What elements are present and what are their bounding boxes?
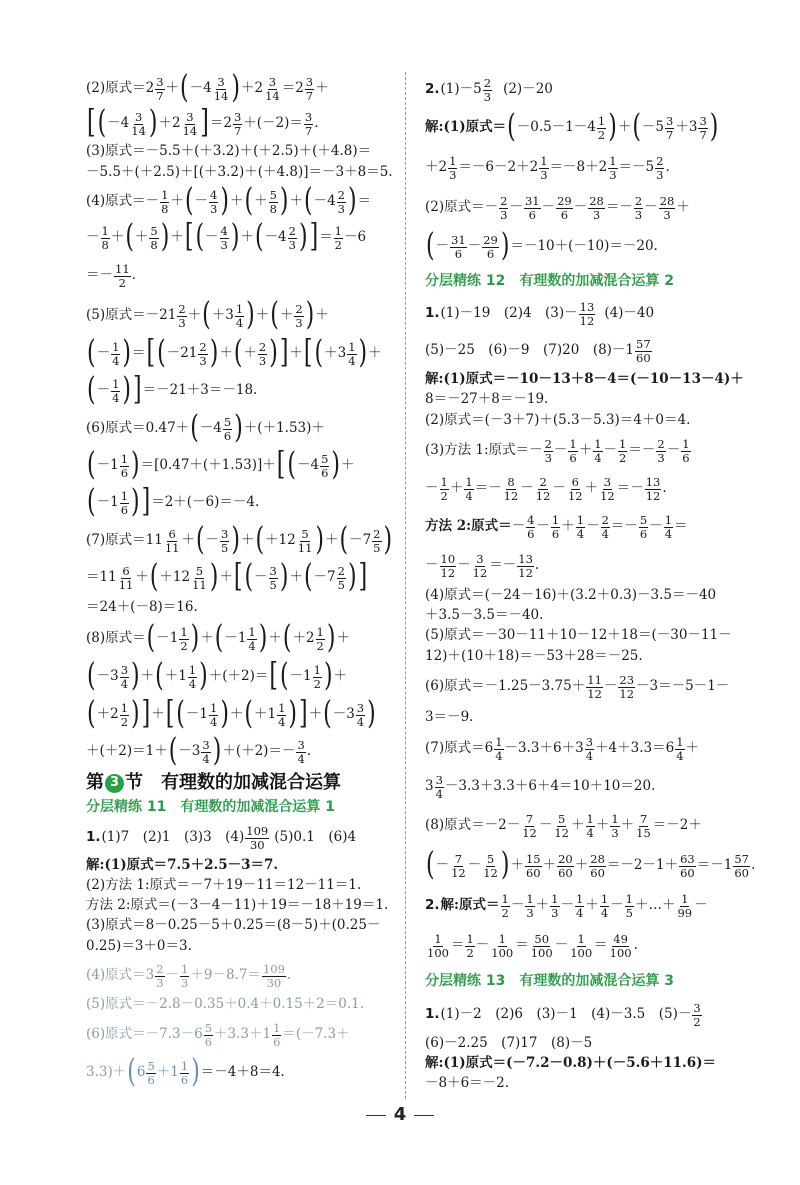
- solution-line: (7)原式＝6 $\frac{1}{4}$ －3.3＋6＋3 $\frac{3}{4}$ ＋4＋3.3＝6 $\frac{1}{4}$ ＋: [425, 734, 700, 763]
- fraction: $\frac{3}{2}$: [693, 1000, 701, 1029]
- fraction: $\frac{1}{4}$: [664, 512, 673, 541]
- fraction: $\frac{1}{4}$: [112, 339, 120, 368]
- fraction: $\frac{5}{12}$: [554, 811, 569, 840]
- answers-q1-line: 1. (1)7 (2)1 (3)3 (4) $\frac{109}{30}$ (5)0.1 (6)4: [86, 823, 357, 852]
- problem-5-line-3: ( － $\frac{1}{4}$ ) ] ＝－21＋3＝－18.: [87, 372, 258, 409]
- solution-line: 解:(1)原式＝－10－13＋8－4＝(－10－13－4)＋: [425, 371, 744, 388]
- problem-6-line-2: ( －1 $\frac{1}{6}$ ) ＝[0.47＋(＋1.53)]＋ [ ( －4 $\frac{5}{6}$ ) ＋: [87, 447, 355, 484]
- fraction: $\frac{3}{4}$: [585, 734, 594, 763]
- fraction: $\frac{1}{4}$: [586, 811, 594, 840]
- fraction: $\frac{1}{4}$: [676, 734, 684, 763]
- right-column: [425, 72, 756, 1105]
- fraction: $\frac{5}{8}$: [269, 187, 277, 216]
- answers-q1-line: 1. (1)－19 (2)4 (3)－ $\frac{13}{12}$ (4)－40: [425, 299, 655, 328]
- fraction: $\frac{50}{100}$: [530, 931, 553, 960]
- solution-line: (5)原式＝－30－11＋10－12＋18＝(－30－11－: [425, 627, 732, 644]
- fraction: $\frac{109}{30}$: [246, 823, 269, 852]
- fraction: $\frac{5}{6}$: [639, 512, 648, 541]
- solution-line: 12)＋(10＋18)＝－53＋28＝－25.: [425, 648, 643, 665]
- section-number-badge: 3: [105, 774, 124, 793]
- answers-q1-line-2: (5)－25 (6)－9 (7)20 (8)－1 $\frac{57}{60}$: [425, 336, 651, 365]
- fraction: $\frac{1}{100}$: [570, 931, 593, 960]
- fraction: $\frac{1}{3}$: [551, 891, 559, 920]
- solution-line: (4)原式＝(－24－16)＋(3.2＋0.3)－3.5＝－40: [425, 587, 717, 604]
- fraction: $\frac{1}{2}$: [120, 700, 129, 729]
- fraction: $\frac{2}{3}$: [656, 153, 664, 182]
- fraction: $\frac{3}{4}$: [356, 700, 365, 729]
- fraction: $\frac{1}{4}$: [209, 700, 218, 729]
- problem-7-line-1: (7)原式＝11 $\frac{6}{11}$ ＋ ( － $\frac{3}{5}$ ) ＋ ( ＋12 $\frac{5}{11}$ ) ＋ ( －7 $\frac{2}{5}$ ): [86, 522, 393, 559]
- fraction: $\frac{1}{4}$: [188, 662, 197, 691]
- solution-line: (6)原式＝－7.3－6 $\frac{5}{6}$ ＋3.3＋1 $\frac{1}{6}$ ＝(－7.3＋: [86, 1020, 350, 1049]
- fraction: $\frac{1}{3}$: [611, 811, 619, 840]
- solution-line: (3)方法 1:原式＝ － $\frac{2}{3}$ － $\frac{1}{6}$ ＋ $\frac{1}{4}$ － $\frac{1}{2}$ ＝－ $\frac{2}{3}$ － $\frac{1}{6}$: [425, 436, 690, 465]
- answers-q1-line-2: (6)－2.25 (7)17 (8)－5: [425, 1035, 593, 1052]
- solution-line: ( － $\frac{31}{6}$ － $\frac{29}{6}$ ) ＝－10＋(－10)＝－20.: [426, 228, 658, 265]
- problem-7-line-2: ＝11 $\frac{6}{11}$ ＋ ( ＋12 $\frac{5}{11}$ ) ＋ [ ( － $\frac{3}{5}$ ) ＋ ( －7 $\frac{2}{5}$ ) ]: [86, 559, 368, 596]
- fraction: $\frac{2}{5}$: [337, 563, 345, 592]
- problem-6-line-3: ( －1 $\frac{1}{6}$ ) ] ＝2＋(－6)＝－4.: [87, 484, 260, 521]
- problem-4-line-1: (4)原式＝ － $\frac{1}{8}$ ＋ ( － $\frac{4}{3}$ ) ＋ ( ＋ $\frac{5}{8}$ ) ＋ ( －4 $\frac{2}{3}$ ) ＝: [86, 183, 372, 220]
- solution-line: ( － $\frac{7}{12}$ － $\frac{5}{12}$ ) ＋ $\frac{15}{60}$ ＋ $\frac{20}{60}$ ＋ $\frac{28}{60}$ ＝－2－1＋ $\frac{63}{60}$ ＝－1 $\frac{57}{60}$ .: [426, 847, 756, 884]
- fraction: $\frac{3}{7}$: [305, 74, 314, 103]
- fraction: $\frac{63}{60}$: [680, 851, 695, 880]
- fraction: $\frac{3}{7}$: [699, 113, 707, 142]
- fraction: $\frac{13}{12}$: [645, 474, 661, 503]
- fraction: $\frac{1}{4}$: [278, 700, 286, 729]
- solution-line: (2)方法 1:原式＝－7＋19－11＝12－11＝1.: [86, 877, 362, 894]
- fraction: $\frac{2}{5}$: [373, 526, 381, 555]
- fraction: $\frac{1}{3}$: [540, 153, 548, 182]
- page-number: 4: [393, 1104, 407, 1125]
- fraction: $\frac{3}{7}$: [233, 109, 242, 138]
- fraction: $\frac{10}{12}$: [440, 551, 456, 580]
- problem-4-line-3: ＝－ $\frac{11}{2}$ .: [86, 261, 136, 290]
- fraction: $\frac{3}{7}$: [304, 109, 313, 138]
- fraction: $\frac{7}{12}$: [451, 851, 466, 880]
- fraction: $\frac{1}{3}$: [181, 961, 189, 990]
- page-footer: [0, 1104, 800, 1125]
- fraction: $\frac{1}{3}$: [526, 891, 534, 920]
- fraction: $\frac{3}{4}$: [435, 772, 443, 801]
- fraction: $\frac{57}{60}$: [636, 336, 651, 365]
- solution-line: － $\frac{10}{12}$ － $\frac{3}{12}$ ＝－ $\frac{13}{12}$ .: [425, 551, 540, 580]
- solution-line: (2)原式＝－ $\frac{2}{3}$ － $\frac{31}{6}$ － $\frac{29}{6}$ － $\frac{28}{3}$ ＝－ $\frac{2}{3}$ － $\frac{28}{3}$ ＋: [425, 193, 690, 222]
- fraction: $\frac{1}{2}$: [313, 662, 321, 691]
- subsection-heading-11: 分层精练 11 有理数的加减混合运算 1: [86, 799, 335, 815]
- solution-line: $\frac{1}{100}$ ＝ $\frac{1}{2}$ － $\frac{1}{100}$ ＝ $\frac{50}{100}$ － $\frac{1}{100}$ ＝ $\frac{49}{100}$ .: [427, 931, 638, 960]
- subsection-heading-12: 分层精练 12 有理数的加减混合运算 2: [425, 272, 674, 289]
- fraction: $\frac{1}{8}$: [161, 187, 169, 216]
- fraction: $\frac{5}{6}$: [204, 1020, 213, 1049]
- fraction: $\frac{1}{2}$: [597, 113, 606, 142]
- fraction: $\frac{1}{2}$: [440, 474, 448, 503]
- problem-8-line-2: ( －3 $\frac{3}{4}$ ) ＋ ( ＋1 $\frac{1}{4}$ ) ＋(＋2)＝ [ ( －1 $\frac{1}{2}$ ) ＋: [87, 658, 348, 695]
- fraction: $\frac{3}{4}$: [202, 737, 210, 766]
- fraction: $\frac{49}{100}$: [609, 931, 632, 960]
- problem-5-line-2: ( － $\frac{1}{4}$ ) ＝ [ ( －21 $\frac{2}{3}$ ) ＋ ( ＋ $\frac{2}{3}$ ) ] ＋ [ ( ＋3 $\frac{1}{4}$ ) ＋: [87, 335, 382, 372]
- column-divider: [405, 72, 406, 1099]
- problem-2-line-2: [ ( －4 $\frac{3}{14}$ ) ＋2 $\frac{3}{14}$ ] ＝2 $\frac{3}{7}$ ＋(－2)＝ $\frac{3}{7}$ .: [87, 105, 319, 142]
- fraction: $\frac{1}{4}$: [576, 512, 585, 541]
- problem-6-line-1: (6)原式＝0.47＋ ( －4 $\frac{5}{6}$ ) ＋(＋1.53)＋: [86, 410, 325, 447]
- fraction: $\frac{31}{6}$: [524, 193, 540, 222]
- fraction: $\frac{4}{6}$: [527, 512, 535, 541]
- fraction: $\frac{1}{6}$: [120, 451, 129, 480]
- fraction: $\frac{8}{12}$: [503, 474, 519, 503]
- problem-3-line-1: (3)原式＝－5.5＋(＋3.2)＋(＋2.5)＋(＋4.8)＝: [86, 143, 372, 160]
- solution-line: (5)原式＝－2.8－0.35＋0.4＋0.15＋2＝0.1.: [86, 996, 365, 1013]
- solution-line: 方法 2:原式＝ － $\frac{4}{6}$ － $\frac{1}{6}$ ＋ $\frac{1}{4}$ － $\frac{2}{4}$ ＝－ $\frac{5}{6}$ － $\frac{1}{4}$ ＝: [425, 512, 688, 541]
- fraction: $\frac{3}{12}$: [600, 474, 615, 503]
- fraction: $\frac{20}{60}$: [558, 851, 573, 880]
- fraction: $\frac{1}{6}$: [120, 488, 129, 517]
- fraction: $\frac{28}{3}$: [659, 193, 675, 222]
- fraction: $\frac{11}{12}$: [587, 672, 602, 701]
- fraction: $\frac{5}{6}$: [223, 414, 232, 443]
- fraction: $\frac{1}{3}$: [609, 153, 617, 182]
- fraction: $\frac{13}{12}$: [579, 299, 595, 328]
- fraction: $\frac{2}{3}$: [657, 436, 665, 465]
- fraction: $\frac{5}{11}$: [192, 563, 207, 592]
- fraction: $\frac{6}{12}$: [567, 474, 583, 503]
- fraction: $\frac{5}{6}$: [147, 1058, 155, 1087]
- fraction: $\frac{3}{12}$: [472, 551, 488, 580]
- fraction: $\frac{2}{3}$: [178, 301, 186, 330]
- fraction: $\frac{1}{100}$: [491, 931, 514, 960]
- fraction: $\frac{2}{12}$: [535, 474, 551, 503]
- section-heading: 第 3 节 有理数的加减混合运算: [86, 772, 341, 794]
- fraction: $\frac{5}{8}$: [150, 223, 158, 252]
- footer-dash-right: [414, 1115, 434, 1116]
- fraction: $\frac{28}{3}$: [589, 193, 604, 222]
- solution-line: 0.25)＝3＋0＝3.: [86, 938, 192, 955]
- fraction: $\frac{3}{14}$: [213, 74, 229, 103]
- fraction: $\frac{1}{6}$: [682, 436, 690, 465]
- fraction: $\frac{11}{2}$: [115, 261, 130, 290]
- solution-line: 8＝－27＋8＝－19.: [425, 391, 549, 408]
- fraction: $\frac{1}{6}$: [569, 436, 577, 465]
- fraction: $\frac{7}{12}$: [522, 811, 537, 840]
- fraction: $\frac{1}{2}$: [619, 436, 627, 465]
- fraction: $\frac{1}{99}$: [677, 891, 693, 920]
- fraction: $\frac{5}{6}$: [321, 451, 329, 480]
- solution-line: ＋3.5－3.5＝－40.: [425, 607, 544, 624]
- fraction: $\frac{1}{5}$: [625, 891, 633, 920]
- solution-line: － $\frac{1}{2}$ ＋ $\frac{1}{4}$ ＝－ $\frac{8}{12}$ － $\frac{2}{12}$ － $\frac{6}{12}$ ＋ $\frac{3}{12}$ ＝－ $\frac{13}{12}$ .: [425, 474, 667, 503]
- fraction: $\frac{1}{2}$: [334, 223, 342, 252]
- fraction: $\frac{1}{4}$: [495, 734, 503, 763]
- subsection-heading-13: 分层精练 13 有理数的加减混合运算 3: [425, 972, 674, 989]
- fraction: $\frac{1}{2}$: [316, 624, 324, 653]
- fraction: $\frac{6}{11}$: [118, 563, 134, 592]
- fraction: $\frac{1}{4}$: [112, 376, 120, 405]
- problem-8-line-1: (8)原式＝ ( －1 $\frac{1}{2}$ ) ＋ ( －1 $\frac{1}{4}$ ) ＋ ( ＋2 $\frac{1}{2}$ ) ＋: [86, 620, 350, 657]
- fraction: $\frac{1}{100}$: [427, 931, 449, 960]
- solution-line: ＋2 $\frac{1}{3}$ ＝－6－2＋2 $\frac{1}{3}$ ＝－8＋2 $\frac{1}{3}$ ＝－5 $\frac{2}{3}$ .: [425, 153, 670, 182]
- solution-line: 3＝－9.: [425, 709, 474, 726]
- fraction: $\frac{1}{4}$: [465, 474, 473, 503]
- fraction: $\frac{1}{4}$: [576, 891, 584, 920]
- fraction: $\frac{6}{11}$: [164, 526, 180, 555]
- fraction: $\frac{3}{4}$: [297, 737, 305, 766]
- fraction: $\frac{3}{5}$: [269, 563, 277, 592]
- problem-8-line-3: ( ＋2 $\frac{1}{2}$ ) ] ＋ [ ( －1 $\frac{1}{4}$ ) ＋ ( ＋1 $\frac{1}{4}$ ) ] ＋ ( －3 $\frac{3}{4}$ ): [87, 696, 376, 733]
- fraction: $\frac{29}{6}$: [557, 193, 572, 222]
- fraction: $\frac{1}{4}$: [235, 301, 244, 330]
- fraction: $\frac{31}{6}$: [451, 232, 466, 261]
- fraction: $\frac{2}{3}$: [483, 75, 492, 104]
- fraction: $\frac{2}{3}$: [258, 339, 267, 368]
- problem-8-line-4: ＋(＋2)＝1＋ ( －3 $\frac{3}{4}$ ) ＋(＋2)＝－ $\frac{3}{4}$ .: [86, 733, 312, 770]
- fraction: $\frac{2}{3}$: [288, 223, 296, 252]
- fraction: $\frac{1}{6}$: [180, 1058, 189, 1087]
- fraction: $\frac{1}{2}$: [466, 931, 474, 960]
- fraction: $\frac{3}{14}$: [131, 109, 146, 138]
- problem-4-line-2: － $\frac{1}{8}$ ＋ ( ＋ $\frac{5}{8}$ ) ＋ [ ( － $\frac{4}{3}$ ) ＋ ( －4 $\frac{2}{3}$ ) ] ＝ $\frac{1}{2}$ －6: [86, 219, 367, 256]
- fraction: $\frac{1}{3}$: [449, 153, 457, 182]
- fraction: $\frac{3}{7}$: [666, 113, 674, 142]
- fraction: $\frac{4}{3}$: [220, 223, 228, 252]
- solution-line: (8)原式＝－2－ $\frac{7}{12}$ － $\frac{5}{12}$ ＋ $\frac{1}{4}$ ＋ $\frac{1}{3}$ ＋ $\frac{7}{15}$ ＝－2＋: [425, 811, 702, 840]
- fraction: $\frac{1}{4}$: [600, 891, 609, 920]
- problem-7-line-3: ＝24＋(－8)＝16.: [86, 599, 198, 616]
- fraction: $\frac{1}{6}$: [273, 1020, 281, 1049]
- solution-line: －8＋6＝－2.: [425, 1075, 510, 1092]
- solution-line: 方法 2:原式＝(－3－4－11)＋19＝－18＋19＝1.: [86, 897, 389, 914]
- problem-5-line-1: (5)原式＝－21 $\frac{2}{3}$ ＋ ( ＋3 $\frac{1}{4}$ ) ＋ ( ＋ $\frac{2}{3}$ ) ＋: [86, 297, 329, 334]
- fraction: $\frac{1}{6}$: [551, 512, 560, 541]
- footer-dash-left: [366, 1115, 386, 1116]
- left-column: [86, 70, 393, 1105]
- fraction: $\frac{2}{3}$: [544, 436, 552, 465]
- fraction: $\frac{3}{14}$: [182, 109, 198, 138]
- fraction: $\frac{2}{4}$: [601, 512, 609, 541]
- fraction: $\frac{2}{3}$: [156, 961, 164, 990]
- fraction: $\frac{4}{3}$: [210, 187, 218, 216]
- fraction: $\frac{2}{3}$: [295, 301, 303, 330]
- solution-line: 解:(1)原式＝7.5＋2.5－3＝7.: [86, 857, 279, 874]
- fraction: $\frac{1}{2}$: [180, 624, 188, 653]
- fraction: $\frac{109}{30}$: [262, 961, 285, 990]
- fraction: $\frac{3}{14}$: [265, 74, 280, 103]
- fraction: $\frac{15}{60}$: [525, 851, 541, 880]
- fraction: $\frac{7}{15}$: [636, 811, 651, 840]
- solution-line: 解:(1)原式＝(－7.2－0.8)＋(－5.6＋11.6)＝: [425, 1055, 717, 1072]
- fraction: $\frac{13}{12}$: [518, 551, 533, 580]
- fraction: $\frac{5}{11}$: [297, 526, 313, 555]
- solution-line: (3)原式＝8－0.25－5＋0.25＝(8－5)＋(0.25－: [86, 917, 381, 934]
- problem-3-line-2: －5.5＋(＋2.5)＋[(＋3.2)＋(＋4.8)]＝－3＋8＝5.: [86, 164, 393, 181]
- fraction: $\frac{3}{7}$: [156, 74, 164, 103]
- fraction: $\frac{2}{3}$: [634, 193, 643, 222]
- fraction: $\frac{1}{8}$: [101, 223, 109, 252]
- fraction: $\frac{2}{3}$: [500, 193, 508, 222]
- fraction: $\frac{23}{12}$: [619, 672, 635, 701]
- fraction: $\frac{28}{60}$: [590, 851, 605, 880]
- fraction: $\frac{2}{3}$: [199, 339, 207, 368]
- fraction: $\frac{57}{60}$: [734, 851, 749, 880]
- solution-line: 2. 解:原式＝ $\frac{1}{2}$ － $\frac{1}{3}$ ＋ $\frac{1}{3}$ － $\frac{1}{4}$ ＋ $\frac{1}{4}$ － $\frac{1}{5}$ ＋…＋ $\frac{1}{99}$ －: [425, 891, 708, 920]
- solution-line: 3 $\frac{3}{4}$ －3.3＋3.3＋6＋4＝10＋10＝20.: [425, 772, 656, 801]
- problem-2-line-1: (2)原式＝2 $\frac{3}{7}$ ＋ ( －4 $\frac{3}{14}$ ) ＋2 $\frac{3}{14}$ ＝2 $\frac{3}{7}$ ＋: [86, 70, 329, 107]
- fraction: $\frac{1}{4}$: [594, 436, 602, 465]
- fraction: $\frac{5}{12}$: [483, 851, 498, 880]
- answers-q2-line: 2. (1)－5 $\frac{2}{3}$ (2)－20: [425, 75, 553, 104]
- solution-line: 解:(1)原式＝ ( －0.5－1－4 $\frac{1}{2}$ ) ＋ ( －5 $\frac{3}{7}$ ＋3 $\frac{3}{7}$ ): [425, 109, 719, 146]
- fraction: $\frac{29}{6}$: [483, 232, 498, 261]
- solution-line: (2)原式＝(－3＋7)＋(5.3－5.3)＝4＋0＝4.: [425, 412, 691, 429]
- fraction: $\frac{2}{3}$: [337, 187, 345, 216]
- solution-line: (6)原式＝－1.25－3.75＋ $\frac{11}{12}$ － $\frac{23}{12}$ －3＝－5－1－: [425, 672, 730, 701]
- fraction: $\frac{1}{4}$: [348, 339, 356, 368]
- solution-line: 3.3)＋ ( 6 $\frac{5}{6}$ ＋1 $\frac{1}{6}$ ) ＝－4＋8＝4.: [86, 1054, 285, 1091]
- solution-line: (4)原式＝3 $\frac{2}{3}$ － $\frac{1}{3}$ ＋9－8.7＝ $\frac{109}{30}$ .: [86, 961, 292, 990]
- fraction: $\frac{3}{5}$: [221, 526, 229, 555]
- fraction: $\frac{3}{4}$: [120, 662, 129, 691]
- fraction: $\frac{1}{2}$: [501, 891, 509, 920]
- fraction: $\frac{1}{4}$: [248, 624, 256, 653]
- answers-q1-line: 1. (1)－2 (2)6 (3)－1 (4)－3.5 (5)－ $\frac{3}{2}$: [425, 1000, 701, 1029]
